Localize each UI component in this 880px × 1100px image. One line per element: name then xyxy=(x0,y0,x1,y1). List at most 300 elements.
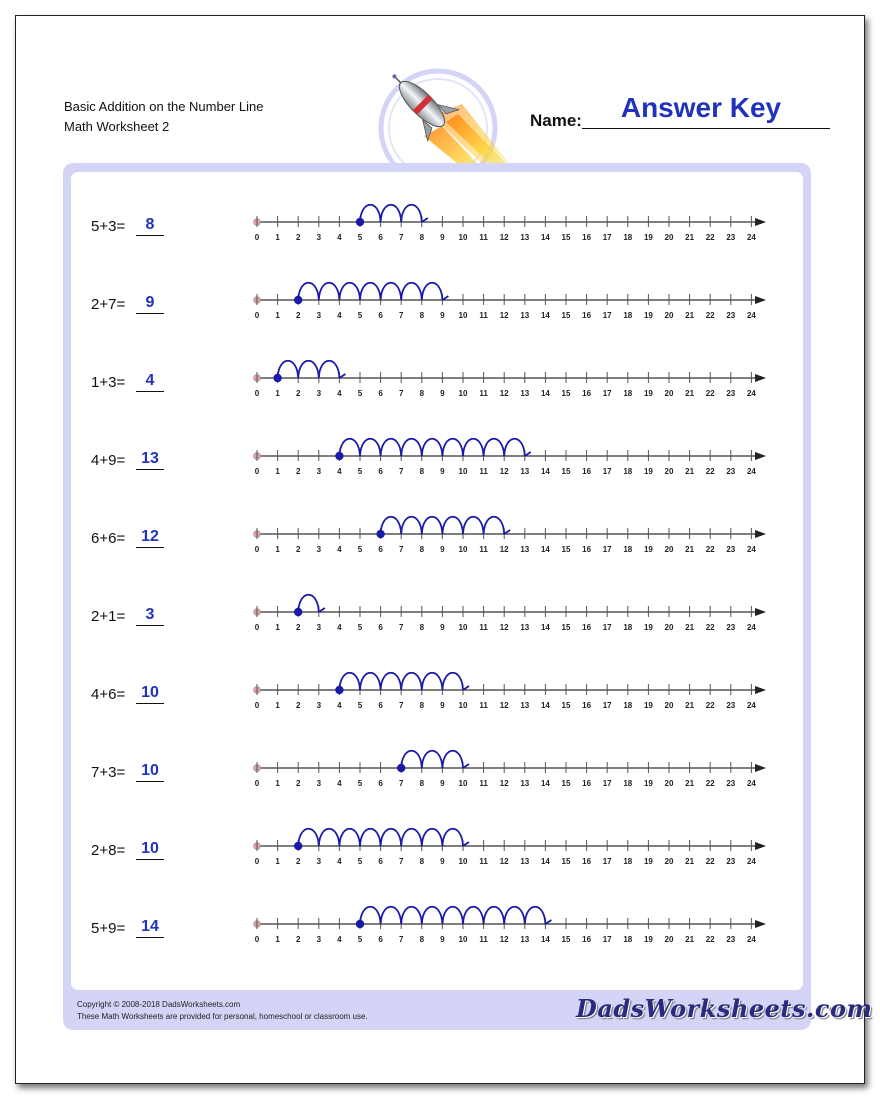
problem-equation: 4+6= xyxy=(91,686,126,703)
start-point xyxy=(294,296,302,304)
problem-equation: 6+6= xyxy=(91,530,126,547)
tick-label: 0 xyxy=(254,389,260,398)
tick-label: 2 xyxy=(295,623,301,632)
tick-label: 9 xyxy=(440,701,445,710)
jump-arc xyxy=(381,907,402,924)
tick-label: 5 xyxy=(357,935,363,944)
tick-label: 19 xyxy=(643,857,653,866)
tick-label: 5 xyxy=(357,389,363,398)
tick-label: 2 xyxy=(295,701,301,710)
jump-arc xyxy=(360,829,381,846)
jump-arc xyxy=(381,439,402,456)
tick-label: 11 xyxy=(479,545,488,554)
tick-label: 17 xyxy=(602,857,612,866)
jump-arc xyxy=(504,907,525,924)
problem-equation: 2+8= xyxy=(91,842,126,859)
jump-end-mark xyxy=(442,296,448,300)
problem-answer: 9 xyxy=(145,294,155,311)
jump-arc xyxy=(422,751,443,768)
tick-label: 0 xyxy=(254,233,260,242)
tick-label: 4 xyxy=(337,935,342,944)
start-point xyxy=(356,218,364,226)
tick-label: 11 xyxy=(479,389,488,398)
jump-arc xyxy=(381,673,402,690)
jump-arc xyxy=(463,517,484,534)
title-line-2: Math Worksheet 2 xyxy=(64,119,170,134)
tick-label: 1 xyxy=(275,389,280,398)
tick-label: 5 xyxy=(357,545,363,554)
tick-label: 22 xyxy=(705,467,715,476)
tick-label: 14 xyxy=(540,311,550,320)
jump-arc xyxy=(319,361,340,378)
tick-label: 14 xyxy=(540,779,550,788)
tick-label: 21 xyxy=(685,935,695,944)
number-line xyxy=(0,347,880,407)
tick-label: 17 xyxy=(602,389,612,398)
start-point xyxy=(376,530,384,538)
tick-label: 12 xyxy=(499,935,509,944)
tick-label: 14 xyxy=(540,701,550,710)
tick-label: 4 xyxy=(337,467,342,476)
footer xyxy=(77,999,368,1023)
tick-label: 10 xyxy=(458,935,468,944)
tick-label: 15 xyxy=(561,389,571,398)
tick-label: 18 xyxy=(623,311,633,320)
tick-label: 15 xyxy=(561,467,571,476)
tick-label: 4 xyxy=(337,779,342,788)
tick-label: 7 xyxy=(398,545,404,554)
tick-label: 6 xyxy=(378,389,383,398)
arrow-head xyxy=(755,218,766,226)
tick-label: 22 xyxy=(705,857,715,866)
tick-label: 17 xyxy=(602,311,612,320)
tick-label: 23 xyxy=(726,545,736,554)
tick-label: 16 xyxy=(582,389,592,398)
tick-label: 19 xyxy=(643,311,653,320)
tick-label: 24 xyxy=(746,857,756,866)
tick-label: 16 xyxy=(582,233,592,242)
tick-label: 21 xyxy=(685,701,695,710)
jump-end-mark xyxy=(339,374,345,378)
tick-label: 21 xyxy=(685,311,695,320)
tick-label: 12 xyxy=(499,857,509,866)
jump-arc xyxy=(442,907,463,924)
problem-answer: 10 xyxy=(141,840,159,857)
tick-label: 4 xyxy=(337,857,342,866)
problem-answer: 14 xyxy=(141,918,159,935)
tick-label: 2 xyxy=(295,233,301,242)
tick-label: 17 xyxy=(602,779,612,788)
tick-label: 11 xyxy=(479,701,488,710)
arrow-head xyxy=(755,530,766,538)
tick-label: 22 xyxy=(705,935,715,944)
tick-label: 23 xyxy=(726,389,736,398)
tick-label: 6 xyxy=(378,857,383,866)
jump-arc xyxy=(360,439,381,456)
jump-arc xyxy=(339,283,360,300)
jump-arc xyxy=(422,829,443,846)
tick-label: 6 xyxy=(378,233,383,242)
tick-label: 23 xyxy=(726,779,736,788)
tick-label: 12 xyxy=(499,701,509,710)
tick-label: 20 xyxy=(664,857,674,866)
jump-arc xyxy=(401,439,422,456)
jump-arc xyxy=(319,829,340,846)
tick-label: 14 xyxy=(540,545,550,554)
tick-label: 3 xyxy=(316,935,322,944)
tick-label: 7 xyxy=(398,935,404,944)
tick-label: 19 xyxy=(643,701,653,710)
tick-label: 22 xyxy=(705,311,715,320)
tick-label: 8 xyxy=(419,857,425,866)
jump-arc xyxy=(463,907,484,924)
tick-label: 11 xyxy=(479,311,488,320)
tick-label: 2 xyxy=(295,779,301,788)
tick-label: 24 xyxy=(746,389,756,398)
tick-label: 1 xyxy=(275,779,280,788)
tick-label: 2 xyxy=(295,311,301,320)
tick-label: 3 xyxy=(316,857,322,866)
tick-label: 1 xyxy=(275,857,280,866)
name-field-line xyxy=(582,128,830,129)
tick-label: 23 xyxy=(726,701,736,710)
title-line-1: Basic Addition on the Number Line xyxy=(64,99,264,114)
number-line xyxy=(0,269,880,329)
tick-label: 21 xyxy=(685,779,695,788)
problem-equation: 4+9= xyxy=(91,452,126,469)
tick-label: 2 xyxy=(295,389,301,398)
tick-label: 4 xyxy=(337,311,342,320)
tick-label: 19 xyxy=(643,389,653,398)
tick-label: 15 xyxy=(561,311,571,320)
problem-row xyxy=(0,920,880,980)
tick-label: 18 xyxy=(623,935,633,944)
jump-arc xyxy=(422,517,443,534)
tick-label: 4 xyxy=(337,623,342,632)
jump-arc xyxy=(422,907,443,924)
tick-label: 7 xyxy=(398,701,404,710)
tick-label: 16 xyxy=(582,779,592,788)
tick-label: 19 xyxy=(643,779,653,788)
tick-label: 22 xyxy=(705,701,715,710)
tick-label: 18 xyxy=(623,389,633,398)
tick-label: 20 xyxy=(664,779,674,788)
problem-answer: 10 xyxy=(141,762,159,779)
tick-label: 10 xyxy=(458,389,468,398)
jump-arc xyxy=(339,829,360,846)
tick-label: 15 xyxy=(561,779,571,788)
tick-label: 14 xyxy=(540,389,550,398)
tick-label: 3 xyxy=(316,467,322,476)
jump-arc xyxy=(442,439,463,456)
start-point xyxy=(294,842,302,850)
tick-label: 13 xyxy=(520,467,530,476)
arrow-head xyxy=(755,608,766,616)
jump-arc xyxy=(401,283,422,300)
tick-label: 12 xyxy=(499,311,509,320)
number-line xyxy=(0,581,880,641)
tick-label: 4 xyxy=(337,545,342,554)
tick-label: 1 xyxy=(275,545,280,554)
tick-label: 3 xyxy=(316,311,322,320)
tick-label: 18 xyxy=(623,233,633,242)
tick-label: 13 xyxy=(520,935,530,944)
tick-label: 22 xyxy=(705,623,715,632)
tick-label: 22 xyxy=(705,233,715,242)
tick-label: 24 xyxy=(746,233,756,242)
tick-label: 11 xyxy=(479,857,488,866)
tick-label: 6 xyxy=(378,935,383,944)
usage-notice: These Math Worksheets are provided for personal, homeschool or classroom use. xyxy=(77,1012,368,1021)
tick-label: 6 xyxy=(378,545,383,554)
tick-label: 24 xyxy=(746,701,756,710)
arrow-head xyxy=(755,452,766,460)
tick-label: 2 xyxy=(295,857,301,866)
tick-label: 5 xyxy=(357,701,363,710)
tick-label: 6 xyxy=(378,467,383,476)
tick-label: 15 xyxy=(561,857,571,866)
jump-arc xyxy=(442,751,463,768)
tick-label: 13 xyxy=(520,623,530,632)
tick-label: 16 xyxy=(582,623,592,632)
jump-end-mark xyxy=(422,218,428,222)
tick-label: 10 xyxy=(458,311,468,320)
start-point xyxy=(397,764,405,772)
problem-equation: 7+3= xyxy=(91,764,126,781)
tick-label: 8 xyxy=(419,389,425,398)
tick-label: 1 xyxy=(275,623,280,632)
tick-label: 24 xyxy=(746,779,756,788)
tick-label: 17 xyxy=(602,935,612,944)
tick-label: 18 xyxy=(623,701,633,710)
arrow-head xyxy=(755,920,766,928)
tick-label: 18 xyxy=(623,779,633,788)
tick-label: 6 xyxy=(378,779,383,788)
tick-label: 14 xyxy=(540,467,550,476)
tick-label: 15 xyxy=(561,233,571,242)
tick-label: 10 xyxy=(458,623,468,632)
tick-label: 1 xyxy=(275,935,280,944)
start-point xyxy=(356,920,364,928)
tick-label: 3 xyxy=(316,623,322,632)
tick-label: 9 xyxy=(440,935,445,944)
tick-label: 5 xyxy=(357,233,363,242)
tick-label: 7 xyxy=(398,623,404,632)
jump-arc xyxy=(360,673,381,690)
tick-label: 8 xyxy=(419,545,425,554)
jump-end-mark xyxy=(525,452,531,456)
tick-label: 9 xyxy=(440,467,445,476)
jump-arc xyxy=(422,439,443,456)
tick-label: 0 xyxy=(254,857,260,866)
tick-label: 5 xyxy=(357,467,363,476)
number-line xyxy=(0,659,880,719)
tick-label: 15 xyxy=(561,935,571,944)
tick-label: 10 xyxy=(458,233,468,242)
jump-arc xyxy=(401,829,422,846)
tick-label: 5 xyxy=(357,857,363,866)
tick-label: 16 xyxy=(582,935,592,944)
tick-label: 13 xyxy=(520,857,530,866)
tick-label: 20 xyxy=(664,701,674,710)
jump-arc xyxy=(422,283,443,300)
jump-arc xyxy=(298,361,319,378)
tick-label: 5 xyxy=(357,311,363,320)
tick-label: 13 xyxy=(520,311,530,320)
tick-label: 10 xyxy=(458,701,468,710)
jump-arc xyxy=(442,829,463,846)
tick-label: 21 xyxy=(685,545,695,554)
jump-arc xyxy=(381,283,402,300)
tick-label: 12 xyxy=(499,545,509,554)
jump-arc xyxy=(442,517,463,534)
tick-label: 6 xyxy=(378,623,383,632)
problem-equation: 1+3= xyxy=(91,374,126,391)
tick-label: 24 xyxy=(746,467,756,476)
tick-label: 12 xyxy=(499,467,509,476)
tick-label: 8 xyxy=(419,935,425,944)
tick-label: 16 xyxy=(582,311,592,320)
tick-label: 4 xyxy=(337,701,342,710)
tick-label: 8 xyxy=(419,701,425,710)
tick-label: 7 xyxy=(398,389,404,398)
tick-label: 3 xyxy=(316,545,322,554)
tick-label: 19 xyxy=(643,935,653,944)
tick-label: 10 xyxy=(458,467,468,476)
tick-label: 2 xyxy=(295,467,301,476)
tick-label: 9 xyxy=(440,311,445,320)
start-point xyxy=(294,608,302,616)
tick-label: 11 xyxy=(479,467,488,476)
jump-arc xyxy=(401,205,422,222)
tick-label: 18 xyxy=(623,623,633,632)
tick-label: 15 xyxy=(561,701,571,710)
tick-label: 11 xyxy=(479,623,488,632)
tick-label: 24 xyxy=(746,935,756,944)
tick-label: 0 xyxy=(254,545,260,554)
tick-label: 9 xyxy=(440,389,445,398)
problem-answer: 12 xyxy=(141,528,159,545)
tick-label: 10 xyxy=(458,857,468,866)
tick-label: 23 xyxy=(726,623,736,632)
tick-label: 18 xyxy=(623,545,633,554)
number-line xyxy=(0,737,880,797)
jump-arc xyxy=(401,673,422,690)
tick-label: 20 xyxy=(664,233,674,242)
tick-label: 23 xyxy=(726,467,736,476)
jump-arc xyxy=(484,517,505,534)
tick-label: 3 xyxy=(316,389,322,398)
jump-arc xyxy=(484,439,505,456)
tick-label: 8 xyxy=(419,467,425,476)
tick-label: 13 xyxy=(520,233,530,242)
tick-label: 24 xyxy=(746,311,756,320)
tick-label: 9 xyxy=(440,233,445,242)
tick-label: 13 xyxy=(520,779,530,788)
tick-label: 0 xyxy=(254,311,260,320)
tick-label: 18 xyxy=(623,467,633,476)
tick-label: 21 xyxy=(685,857,695,866)
problem-answer: 3 xyxy=(145,606,155,623)
arrow-head xyxy=(755,764,766,772)
tick-label: 16 xyxy=(582,857,592,866)
jump-arc xyxy=(484,907,505,924)
jump-arc xyxy=(504,439,525,456)
jump-arc xyxy=(442,673,463,690)
tick-label: 4 xyxy=(337,233,342,242)
problem-answer: 4 xyxy=(145,372,155,389)
tick-label: 13 xyxy=(520,701,530,710)
copyright-text: Copyright © 2008-2018 DadsWorksheets.com xyxy=(77,1000,241,1009)
tick-label: 8 xyxy=(419,311,425,320)
tick-label: 23 xyxy=(726,857,736,866)
number-line xyxy=(0,503,880,563)
tick-label: 1 xyxy=(275,467,280,476)
jump-arc xyxy=(381,205,402,222)
tick-label: 3 xyxy=(316,701,322,710)
start-point xyxy=(273,374,281,382)
tick-label: 14 xyxy=(540,623,550,632)
tick-label: 4 xyxy=(337,389,342,398)
jump-arc xyxy=(401,907,422,924)
tick-label: 16 xyxy=(582,545,592,554)
tick-label: 20 xyxy=(664,467,674,476)
tick-label: 11 xyxy=(479,935,488,944)
tick-label: 17 xyxy=(602,623,612,632)
tick-label: 10 xyxy=(458,545,468,554)
tick-label: 23 xyxy=(726,935,736,944)
answer-key-label: Answer Key xyxy=(620,92,782,123)
jump-arc xyxy=(463,439,484,456)
tick-label: 24 xyxy=(746,545,756,554)
tick-label: 21 xyxy=(685,389,695,398)
tick-label: 24 xyxy=(746,623,756,632)
arrow-head xyxy=(755,296,766,304)
tick-label: 2 xyxy=(295,935,301,944)
jump-arc xyxy=(381,829,402,846)
problem-equation: 5+3= xyxy=(91,218,126,235)
tick-label: 21 xyxy=(685,623,695,632)
tick-label: 23 xyxy=(726,311,736,320)
tick-label: 17 xyxy=(602,467,612,476)
tick-label: 16 xyxy=(582,701,592,710)
tick-label: 0 xyxy=(254,779,260,788)
number-line xyxy=(0,893,880,953)
jump-arc xyxy=(525,907,546,924)
tick-label: 7 xyxy=(398,857,404,866)
tick-label: 22 xyxy=(705,545,715,554)
problem-answer: 8 xyxy=(145,216,155,233)
tick-label: 11 xyxy=(479,233,488,242)
tick-label: 3 xyxy=(316,233,322,242)
tick-label: 19 xyxy=(643,467,653,476)
tick-label: 14 xyxy=(540,935,550,944)
number-line xyxy=(0,191,880,251)
tick-label: 13 xyxy=(520,545,530,554)
tick-label: 9 xyxy=(440,623,445,632)
number-line xyxy=(0,815,880,875)
tick-label: 10 xyxy=(458,779,468,788)
start-point xyxy=(335,452,343,460)
tick-label: 22 xyxy=(705,389,715,398)
tick-label: 8 xyxy=(419,779,425,788)
number-line xyxy=(0,425,880,485)
start-point xyxy=(335,686,343,694)
tick-label: 20 xyxy=(664,389,674,398)
tick-label: 20 xyxy=(664,545,674,554)
tick-label: 2 xyxy=(295,545,301,554)
jump-arc xyxy=(401,517,422,534)
